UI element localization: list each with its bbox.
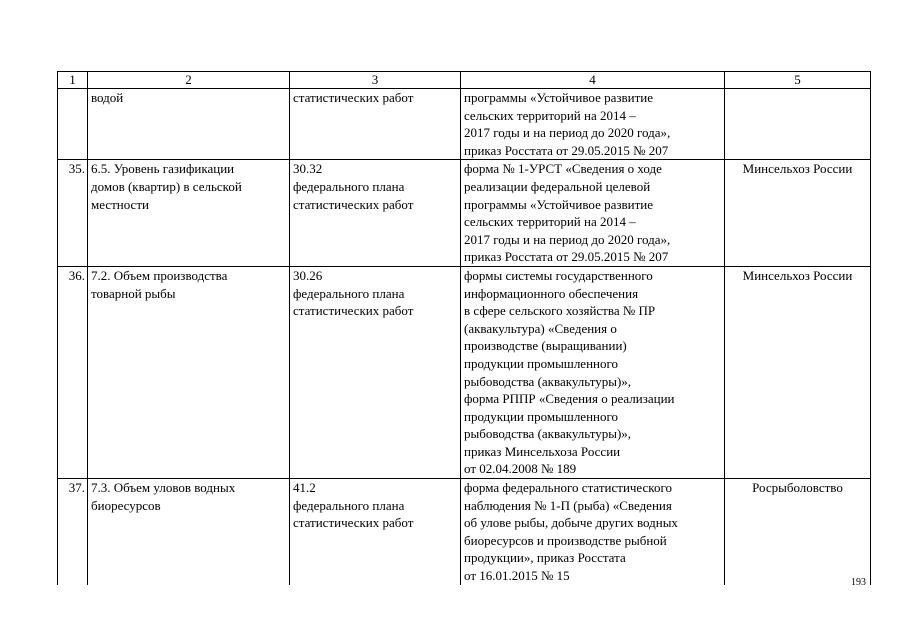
indicator-cell-line: водой bbox=[91, 90, 124, 105]
form-cell-line: 2017 годы и на период до 2020 года», bbox=[464, 125, 671, 141]
plan-item-cell-line: 30.26 bbox=[293, 267, 323, 283]
row-number: 35. bbox=[58, 160, 88, 267]
plan-item-cell bbox=[290, 479, 461, 585]
indicator-cell bbox=[88, 160, 290, 267]
agency-cell: Минсельхоз России bbox=[725, 266, 871, 478]
indicator-cell-line: местности bbox=[91, 196, 149, 212]
plan-item-cell-line: статистических работ bbox=[293, 515, 414, 531]
form-cell-line: рыбоводства (аквакультуры)», bbox=[464, 426, 632, 442]
header-col-3: 3 bbox=[290, 72, 461, 89]
table-row bbox=[58, 160, 871, 267]
form-cell-line: сельских территорий на 2014 – bbox=[464, 107, 636, 123]
indicator-cell-line: товарной рыбы bbox=[91, 285, 176, 301]
form-cell-line: реализации федеральной целевой bbox=[464, 178, 651, 194]
form-cell-line: продукции промышленного bbox=[464, 408, 618, 424]
plan-item-cell-line: статистических работ bbox=[293, 90, 414, 105]
table-body bbox=[58, 89, 871, 585]
form-cell-line: приказ Росстата от 29.05.2015 № 207 bbox=[464, 142, 669, 158]
plan-item-cell-line: федерального плана bbox=[293, 285, 405, 301]
table-row bbox=[58, 89, 871, 160]
plan-item-cell-line: 41.2 bbox=[293, 480, 316, 496]
row-number bbox=[58, 89, 88, 160]
row-number: 36. bbox=[58, 266, 88, 478]
form-cell-line: информационного обеспечения bbox=[464, 285, 639, 301]
form-cell-line: форма № 1-УРСТ «Сведения о ходе bbox=[464, 161, 662, 177]
indicator-cell-line: биоресурсов bbox=[91, 497, 161, 513]
indicator-cell-line: домов (квартир) в сельской bbox=[91, 178, 242, 194]
indicator-cell bbox=[88, 266, 290, 478]
form-cell bbox=[461, 266, 725, 478]
form-cell-line: рыбоводства (аквакультуры)», bbox=[464, 373, 632, 389]
form-cell-line: наблюдения № 1-П (рыба) «Сведения bbox=[464, 497, 672, 513]
plan-item-cell-line: федерального плана bbox=[293, 178, 405, 194]
indicator-cell-line: 7.3. Объем уловов водных bbox=[91, 480, 236, 496]
form-cell-line: программы «Устойчивое развитие bbox=[464, 90, 654, 105]
form-cell-line: форма РППР «Сведения о реализации bbox=[464, 391, 675, 407]
form-cell-line: биоресурсов и производстве рыбной bbox=[464, 532, 667, 548]
agency-cell: Минсельхоз России bbox=[725, 160, 871, 267]
page-number: 193 bbox=[851, 577, 866, 588]
form-cell-line: (аквакультура) «Сведения о bbox=[464, 320, 617, 336]
form-cell-line: приказ Росстата от 29.05.2015 № 207 bbox=[464, 249, 669, 265]
indicator-cell bbox=[88, 479, 290, 585]
form-cell-line: продукции промышленного bbox=[464, 355, 618, 371]
table-row bbox=[58, 266, 871, 478]
plan-item-cell-line: статистических работ bbox=[293, 303, 414, 319]
form-cell-line: от 16.01.2015 № 15 bbox=[464, 568, 570, 584]
form-cell-line: сельских территорий на 2014 – bbox=[464, 214, 636, 230]
indicator-cell bbox=[88, 89, 290, 160]
form-cell bbox=[461, 160, 725, 267]
form-cell-line: приказ Минсельхоза России bbox=[464, 443, 621, 459]
plan-item-cell bbox=[290, 160, 461, 267]
form-cell-line: от 02.04.2008 № 189 bbox=[464, 461, 577, 477]
header-col-4: 4 bbox=[461, 72, 725, 89]
form-cell-line: продукции», приказ Росстата bbox=[464, 550, 626, 566]
agency-cell: Росрыболовство bbox=[725, 479, 871, 585]
form-cell-line: форма федерального статистического bbox=[464, 480, 672, 496]
form-cell-line: формы системы государственного bbox=[464, 267, 653, 283]
plan-item-cell-line: федерального плана bbox=[293, 497, 405, 513]
statistics-table bbox=[57, 71, 871, 585]
plan-item-cell bbox=[290, 266, 461, 478]
form-cell bbox=[461, 89, 725, 160]
form-cell bbox=[461, 479, 725, 585]
form-cell-line: об улове рыбы, добыче других водных bbox=[464, 515, 678, 531]
table-row bbox=[58, 479, 871, 585]
agency-cell bbox=[725, 89, 871, 160]
header-row bbox=[58, 72, 871, 89]
indicator-cell-line: 7.2. Объем производства bbox=[91, 267, 228, 283]
header-col-2: 2 bbox=[88, 72, 290, 89]
plan-item-cell bbox=[290, 89, 461, 160]
row-number: 37. bbox=[58, 479, 88, 585]
header-col-1: 1 bbox=[58, 72, 88, 89]
form-cell-line: 2017 годы и на период до 2020 года», bbox=[464, 231, 671, 247]
plan-item-cell-line: 30.32 bbox=[293, 161, 323, 177]
header-col-5: 5 bbox=[725, 72, 871, 89]
form-cell-line: производстве (выращивании) bbox=[464, 338, 627, 354]
plan-item-cell-line: статистических работ bbox=[293, 196, 414, 212]
indicator-cell-line: 6.5. Уровень газификации bbox=[91, 161, 235, 177]
table-header bbox=[58, 72, 871, 89]
form-cell-line: в сфере сельского хозяйства № ПР bbox=[464, 303, 656, 319]
form-cell-line: программы «Устойчивое развитие bbox=[464, 196, 654, 212]
